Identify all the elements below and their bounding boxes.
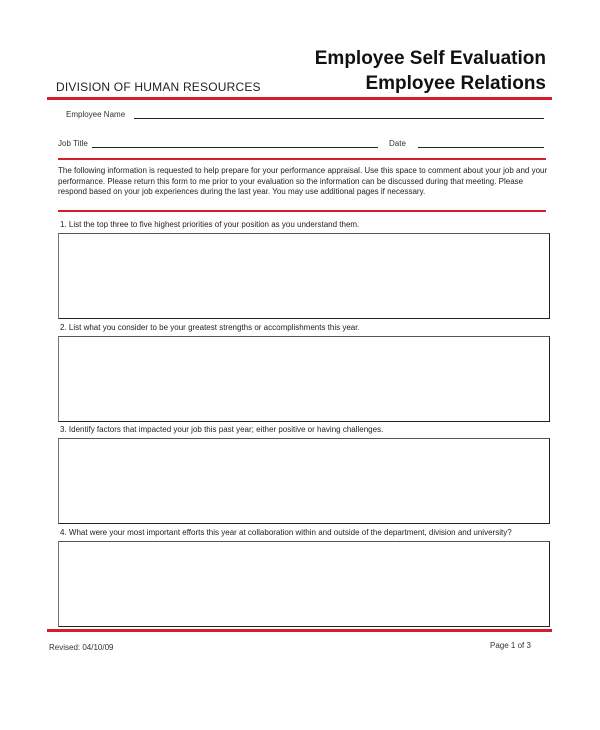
employee-name-field[interactable] bbox=[134, 118, 544, 119]
question-3: 3. Identify factors that impacted your job this past year; either positive or having challenges. bbox=[60, 425, 384, 434]
answer-box-1[interactable] bbox=[58, 233, 550, 319]
fields-divider bbox=[58, 158, 546, 160]
job-title-field[interactable] bbox=[92, 147, 378, 148]
form-subtitle: Employee Relations bbox=[365, 73, 546, 94]
answer-box-3[interactable] bbox=[58, 438, 550, 524]
header-divider bbox=[47, 97, 552, 100]
question-4: 4. What were your most important efforts this year at collaboration within and outside of the department, division and university? bbox=[60, 528, 512, 537]
page-number: Page 1 of 3 bbox=[490, 641, 531, 650]
question-1: 1. List the top three to five highest priorities of your position as you understand them. bbox=[60, 220, 360, 229]
answer-box-4[interactable] bbox=[58, 541, 550, 627]
answer-box-2[interactable] bbox=[58, 336, 550, 422]
date-label: Date bbox=[389, 139, 406, 148]
instructions-paragraph: The following information is requested to help prepare for your performance appraisal. Use this space to comment about your job and your performance. Please return this form to me prior to your evaluation so the information can be discussed during that meeting. Please respond based on your job experiences during the last year. You may use additional pages if necessary. bbox=[58, 166, 548, 196]
date-field[interactable] bbox=[418, 147, 544, 148]
division-name: DIVISION OF HUMAN RESOURCES bbox=[56, 80, 261, 94]
revision-date: Revised: 04/10/09 bbox=[49, 643, 114, 652]
employee-name-label: Employee Name bbox=[66, 110, 126, 119]
form-title: Employee Self Evaluation bbox=[314, 48, 546, 69]
intro-divider bbox=[58, 210, 546, 212]
footer-divider bbox=[47, 629, 552, 632]
question-2: 2. List what you consider to be your greatest strengths or accomplishments this year. bbox=[60, 323, 360, 332]
job-title-label: Job Title bbox=[58, 139, 88, 148]
